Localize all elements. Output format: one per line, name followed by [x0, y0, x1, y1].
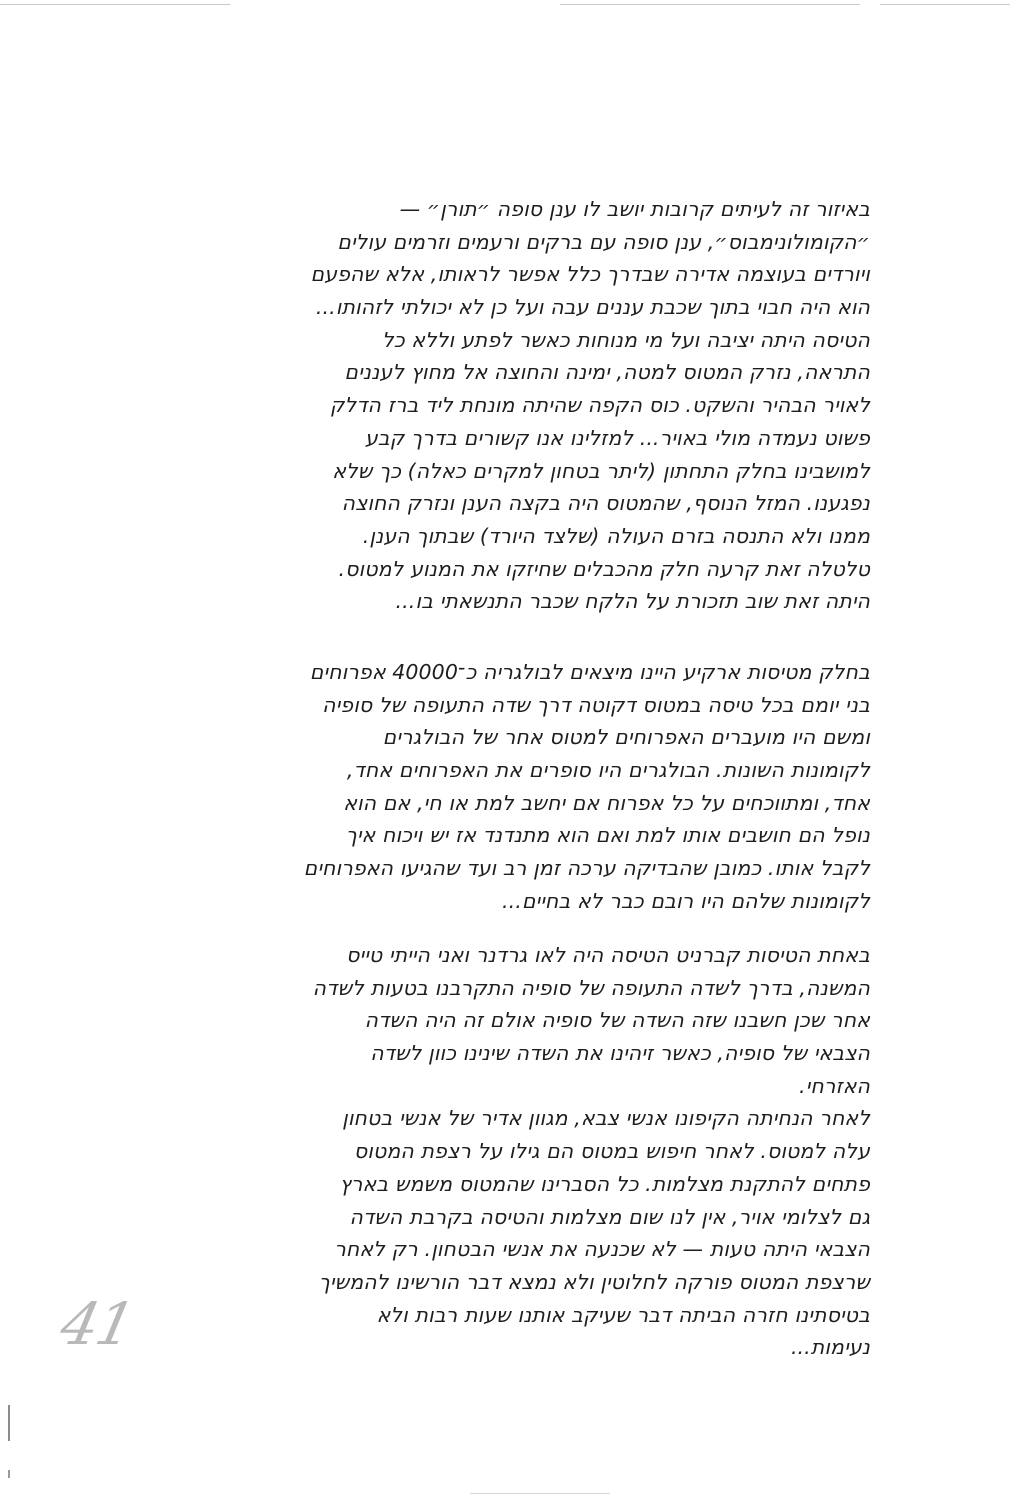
text-line: האזרחי. [799, 1073, 870, 1098]
text-line: שרצפת המטוס פורקה לחלוטין ולא נמצא דבר הורשינו להמשיך [318, 1269, 870, 1294]
text-line: לאחר הנחיתה הקיפונו אנשי צבא, מגוון אדיר של אנשי בטחון [342, 1106, 870, 1131]
text-line: נפגענו. המזל הנוסף, שהמטוס היה בקצה הענן ונזרק החוצה [341, 491, 870, 516]
text-line: נופל הם חושבים אותו למת ואם הוא מתנדנד אז יש ויכוח איך [345, 823, 870, 848]
text-line: פתחים להתקנת מצלמות. כל הסברינו שהמטוס משמש בארץ [339, 1171, 870, 1196]
scan-edge-bottom [470, 1493, 610, 1494]
text-line: הצבאי היתה טעות — לא שכנעה את אנשי הבטחון. רק לאחר [334, 1237, 870, 1262]
scan-edge-left [8, 1405, 10, 1441]
text-line: הטיסה היתה יציבה ועל מי מנוחות כאשר לפתע וללא כל [381, 327, 870, 352]
text-line: הצבאי של סופיה, כאשר זיהינו את השדה שינינו כוון לשדה [370, 1041, 870, 1066]
text-line: בני יומם בכל טיסה במטוס דקוטה דרך שדה התעופה של סופיה [322, 692, 870, 717]
paragraph-military-airfield [260, 939, 870, 1364]
text-line: לקבל אותו. כמובן שהבדיקה ערכה זמן רב ועד שהגיעו האפרוחים [303, 856, 870, 881]
text-line: בחלק מטיסות ארקיע היינו מיצאים לבולגריה כ־40000 אפרוחים [309, 660, 870, 684]
text-line: פשוט נעמדה מולי באויר... למזלינו אנו קשורים בדרך קבע [364, 425, 870, 450]
text-line: גם לצלומי אויר, אין לנו שום מצלמות והטיסה בקרבת השדה [349, 1204, 870, 1229]
text-line: ויורדים בעוצמה אדירה שבדרך כלל אפשר לראותו, אלא שהפעם [310, 262, 870, 287]
text-line: ״הקומולונימבוס״, ענן סופה עם ברקים ורעמים וזרמים עולים [337, 229, 870, 254]
text-line: ומשם היו מועברים האפרוחים למטוס אחר של הבולגרים [382, 725, 870, 750]
text-line: אחד, ומתווכחים על כל אפרוח אם יחשב למת או חי, אם הוא [343, 790, 870, 815]
text-line: בטיסתינו חזרה הביתה דבר שעיקב אותנו שעות רבות ולא [376, 1302, 870, 1327]
text-line: עלה למטוס. לאחר חיפוש במטוס הם גילו על רצפת המטוס [353, 1139, 870, 1164]
text-line: טלטלה זאת קרעה חלק מהכבלים שחיזקו את המנוע למטוס. [338, 556, 870, 581]
text-line: לקומונות השונות. הבולגרים היו סופרים את האפרוחים אחד, [346, 758, 870, 783]
text-line: נעימות... [790, 1335, 870, 1360]
scan-edge-top-middle [560, 4, 860, 5]
paragraph-chicks-bulgaria [260, 656, 870, 918]
text-line: המשנה, בדרך לשדה התעופה של סופיה התקרבנו בטעות לשדה [312, 975, 870, 1000]
text-line: היתה זאת שוב תזכורת על הלקח שכבר התנשאתי בו... [395, 589, 870, 614]
text-line: הוא היה חבוי בתוך שכבת עננים עבה ועל כן לא יכולתי לזהותו... [315, 295, 870, 320]
text-line: אחר שכן חשבנו שזה השדה של סופיה אולם זה היה השדה [364, 1008, 870, 1033]
text-line: באיזור זה לעיתים קרובות יושב לו ענן סופה ״תורן״ — [399, 197, 870, 221]
text-line: לאויר הבהיר והשקט. כוס הקפה שהיתה מונחת ליד ברז הדלק [329, 393, 870, 418]
scan-edge-top-right [880, 4, 1010, 5]
page-number: 41 [54, 1290, 140, 1358]
text-line: למושבינו בחלק התחתון (ליתר בטחון למקרים כאלה) כך שלא [332, 458, 870, 483]
text-line: לקומונות שלהם היו רובם כבר לא בחיים... [502, 888, 870, 913]
text-line: התראה, נזרק המטוס למטה, ימינה והחוצה אל מחוץ לעננים [344, 360, 870, 385]
scan-edge-top-left [0, 4, 230, 5]
text-line: ממנו ולא התנסה בזרם העולה (שלצד היורד) שבתוך הענן. [362, 523, 870, 548]
paragraph-storm-cloud [260, 193, 870, 618]
text-line: באחת הטיסות קברניט הטיסה היה לאו גרדנר ואני הייתי טייס [346, 943, 870, 967]
scan-mark [8, 1470, 10, 1478]
